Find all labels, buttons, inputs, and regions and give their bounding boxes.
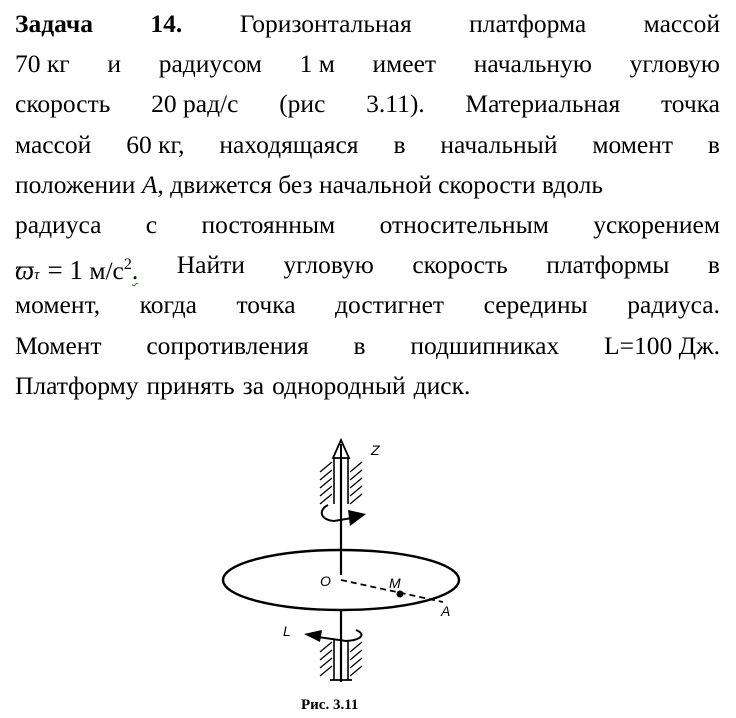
word: радиуса. [627, 290, 720, 320]
axis-label-z: Z [371, 442, 380, 458]
word: угловую [629, 49, 720, 79]
word: 70 кг [15, 49, 70, 79]
word: в [393, 129, 406, 159]
rim-label-a: A [441, 603, 451, 619]
z-axis [333, 440, 349, 575]
word: радиуса [15, 209, 102, 239]
word: и [107, 49, 122, 79]
formula-value: = 1 [47, 255, 83, 286]
word: Момент [15, 330, 102, 360]
material-point-dot [397, 591, 404, 598]
word: 3.11). [366, 89, 425, 119]
word: момент, [15, 290, 101, 320]
problem-title-prefix: Задача [15, 9, 93, 38]
word: платформы [546, 250, 670, 280]
text-segment: , движется без начальной скорости вдоль [157, 169, 604, 199]
word: начальную [473, 49, 592, 79]
word: платформа [469, 9, 587, 38]
word: угловую [283, 250, 374, 280]
point-label-A: A [141, 169, 158, 199]
rotation-arrow-icon [322, 505, 366, 526]
word: массой [643, 9, 720, 38]
word: радиусом [158, 49, 262, 79]
figure-caption: Рис. 3.11 [301, 697, 359, 713]
word: однородный [272, 370, 406, 400]
unit: м/с [89, 256, 124, 286]
word: в [707, 129, 720, 159]
moment-arrow-icon [304, 630, 361, 642]
word: точка [660, 89, 720, 119]
unit-end: . [131, 256, 139, 286]
center-label-o: O [320, 573, 331, 589]
word: диск. [413, 370, 471, 400]
word: точка [236, 290, 296, 320]
word: сопротивления [146, 330, 309, 360]
word: ускорением [593, 209, 720, 239]
word: момент [592, 129, 674, 159]
text-segment: положении [15, 169, 136, 199]
word: середины [483, 290, 588, 320]
word: достигнет [335, 290, 445, 320]
word: принять [146, 370, 235, 400]
word: за [242, 370, 265, 400]
word: скорость [412, 250, 508, 280]
word: 60 кг, [126, 129, 185, 159]
word: Платформу [15, 370, 139, 400]
word: подшипниках [410, 330, 560, 360]
unit-power: 2 [123, 256, 132, 274]
word: имеет [372, 49, 437, 79]
word: постоянным [201, 209, 336, 239]
word: L=100 Дж. [604, 330, 720, 360]
formula-subscript: τ [34, 267, 40, 284]
word: Найти [176, 250, 245, 280]
problem-title-number: 14. [150, 9, 183, 38]
word: (рис [279, 89, 326, 119]
formula-symbol: ϖ [15, 255, 35, 286]
word: в [353, 330, 366, 360]
word: начальный [440, 129, 558, 159]
word: скорость [15, 89, 111, 119]
word: относительным [379, 209, 549, 239]
word: когда [139, 290, 197, 320]
word: Материальная [465, 89, 621, 119]
word: массой [15, 129, 92, 159]
word: в [707, 250, 720, 280]
word: с [145, 209, 158, 239]
moment-label-l: L [283, 623, 291, 639]
word: 1 м [299, 49, 335, 79]
word: Горизонтальная [239, 9, 412, 38]
point-label-m: M [389, 575, 401, 591]
word: 20 рад/с [151, 89, 239, 119]
word: находящаяся [219, 129, 359, 159]
